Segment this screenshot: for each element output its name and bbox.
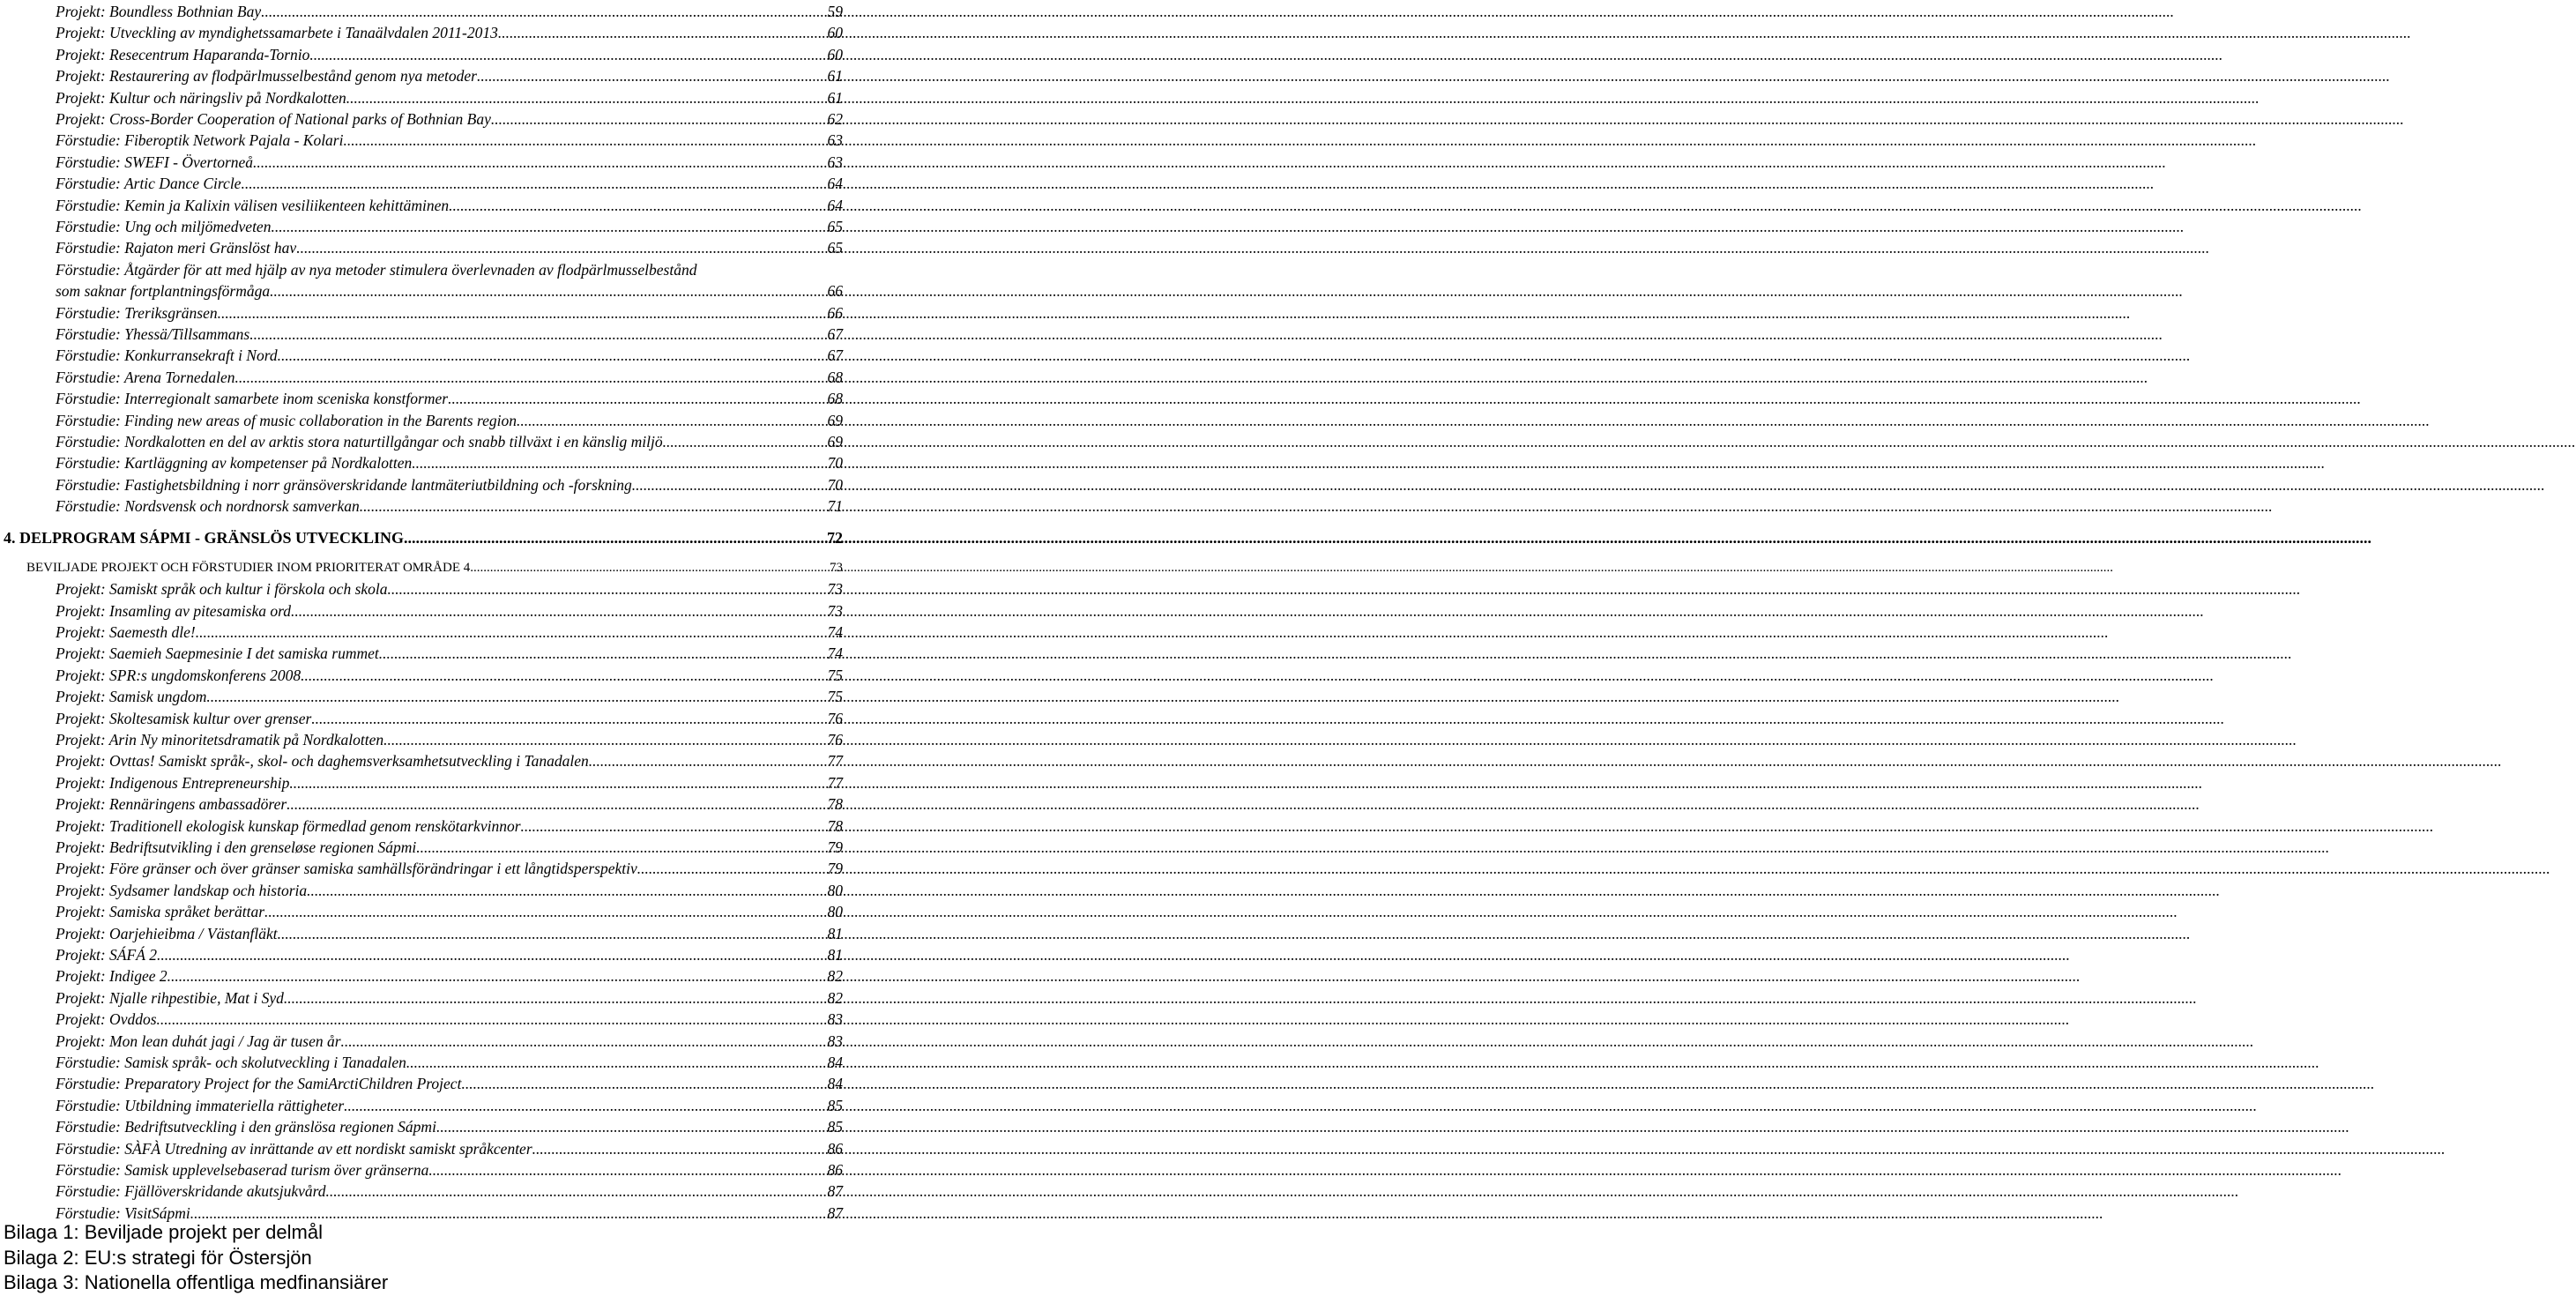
toc-entry-title: Projekt: Skoltesamisk kultur over grenser [56, 710, 312, 727]
toc-entry-title: Förstudie: Konkurransekraft i Nord [56, 346, 278, 364]
dot-leader [307, 880, 825, 901]
toc-entry-title: Projekt: Saemieh Saepmesinie I det samiska rummet [56, 644, 379, 662]
toc-page-number: 70 [827, 476, 843, 494]
toc-page-number: 75 [827, 667, 843, 684]
toc-entry-40[interactable] [56, 965, 843, 987]
toc-page-number: 68 [827, 390, 843, 407]
dot-leader [235, 367, 826, 388]
toc-entry-6[interactable] [56, 130, 843, 151]
toc-entry-title: Förstudie: Fjällöverskridande akutsjukvård [56, 1182, 326, 1200]
toc-page-number: 86 [827, 1140, 843, 1158]
toc-page-number: 77 [827, 752, 843, 770]
toc-entry-42[interactable] [56, 1009, 843, 1030]
toc-entry-50[interactable] [56, 1181, 843, 1202]
toc-page-number: 82 [827, 967, 843, 985]
toc-page-number: 69 [827, 412, 843, 429]
toc-entry-7[interactable] [56, 152, 843, 173]
toc-entry-title: Projekt: Saemesth dle! [56, 623, 196, 641]
toc-page-number: 87 [827, 1182, 843, 1200]
toc-entry-title: Projekt: Rennäringens ambassadörer [56, 795, 287, 813]
toc-page-number: 65 [827, 218, 843, 235]
dot-leader [157, 1009, 826, 1030]
toc-entry-33[interactable] [56, 816, 843, 837]
dot-leader [196, 622, 826, 643]
toc-entry-30[interactable] [56, 750, 843, 771]
toc-page-number: 61 [827, 67, 843, 85]
toc-entry-36[interactable] [56, 880, 843, 901]
toc-entry-8[interactable] [56, 173, 843, 194]
toc-page-number: 67 [827, 346, 843, 364]
toc-entry-title: Projekt: SPR:s ungdomskonferens 2008 [56, 667, 302, 684]
toc-entry-title: Förstudie: Rajaton meri Gränslöst hav [56, 239, 297, 257]
dot-leader [253, 152, 825, 173]
toc-entry-title: Förstudie: Utbildning immateriella rättigheter [56, 1097, 345, 1114]
toc-entry-title: Förstudie: Fastighetsbildning i norr gränsöverskridande lantmäteriutbildning och -forskning [56, 476, 632, 494]
dot-leader [271, 216, 825, 237]
toc-entry-wrapped[interactable] [56, 259, 843, 280]
toc-entry-title: Förstudie: Treriksgränsen [56, 304, 218, 322]
dot-leader [498, 22, 826, 43]
toc-page-number: 70 [827, 454, 843, 472]
toc-page-number: 84 [827, 1054, 843, 1071]
dot-leader [309, 44, 825, 65]
toc-entry-title: Förstudie: Artic Dance Circle [56, 175, 242, 192]
toc-page-number: 69 [827, 433, 843, 451]
toc-subsection-4[interactable] [26, 557, 843, 578]
toc-entry-15[interactable] [56, 367, 843, 388]
toc-entry-31[interactable] [56, 772, 843, 793]
toc-entry-title: Förstudie: Yhessä/Tillsammans [56, 325, 250, 343]
toc-entry-title: Förstudie: Arena Tornedalen [56, 369, 235, 386]
dot-leader [241, 173, 825, 194]
toc-entry-title: Projekt: Indigee 2 [56, 967, 168, 985]
toc-page-number: 71 [827, 497, 843, 515]
toc-entry-22[interactable] [56, 578, 843, 600]
toc-page-number: 63 [827, 153, 843, 171]
toc-entry-title: Förstudie: VisitSápmi [56, 1204, 190, 1222]
dot-leader [326, 1181, 826, 1202]
toc-page-number: 68 [827, 369, 843, 386]
toc-entry-3[interactable] [56, 65, 843, 86]
toc-page-number: 79 [827, 860, 843, 877]
dot-leader [206, 686, 825, 707]
toc-entry-title: Projekt: Insamling av pitesamiska ord [56, 602, 291, 620]
toc-entry-45[interactable] [56, 1073, 843, 1094]
dot-leader [532, 1138, 826, 1159]
toc-page-number: 62 [827, 110, 843, 128]
dot-leader [168, 965, 826, 987]
dot-leader [632, 474, 826, 495]
toc-entry-title: Projekt: Samisk ungdom [56, 688, 207, 705]
dot-leader [157, 944, 825, 965]
dot-leader [428, 1159, 825, 1181]
toc-page-number: 61 [827, 89, 843, 107]
dot-leader [388, 578, 826, 600]
toc-entry-16[interactable] [56, 388, 843, 409]
toc-page-number: 67 [827, 325, 843, 343]
toc-entry-title: Projekt: Restaurering av flodpärlmusselbestånd genom nya metoder [56, 67, 477, 85]
toc-entry-wrapped-cont[interactable] [56, 280, 843, 302]
toc-entry-14[interactable] [56, 345, 843, 366]
toc-page-number: 66 [827, 282, 843, 300]
toc-entry-title: Förstudie: SWEFI - Övertorneå [56, 153, 254, 171]
toc-entry-title: Förstudie: Preparatory Project for the SamiArctiChildren Project [56, 1075, 462, 1092]
toc-entry-title: Förstudie: Samisk språk- och skolutveckling i Tanadalen [56, 1054, 406, 1071]
dot-leader [406, 1052, 826, 1073]
toc-page-number: 87 [827, 1204, 843, 1222]
dot-leader [343, 130, 825, 151]
dot-leader [449, 195, 825, 216]
toc-entry-title: Förstudie: Nordkalotten en del av arktis stora naturtillgångar och snabb tillväxt i en känslig miljö [56, 433, 663, 451]
dot-leader [346, 87, 826, 108]
toc-entry-title: Projekt: Resecentrum Haparanda-Tornio [56, 46, 310, 63]
dot-leader [436, 1116, 826, 1137]
toc-page-number: 64 [827, 197, 843, 214]
toc-entry-title: Förstudie: Nordsvensk och nordnorsk samverkan [56, 497, 360, 515]
toc-entry-title: Förstudie: Samisk upplevelsebaserad turism över gränserna [56, 1161, 429, 1179]
dot-leader [473, 557, 828, 578]
dot-leader [477, 65, 826, 86]
toc-entry-41[interactable] [56, 987, 843, 1009]
toc-entry-title: Förstudie: Finding new areas of music collaboration in the Barents region [56, 412, 517, 429]
toc-entry-27[interactable] [56, 686, 843, 707]
dot-leader [379, 643, 826, 664]
dot-leader [284, 987, 826, 1009]
toc-entry-21[interactable] [56, 495, 843, 517]
toc-entry-title: Projekt: Kultur och näringsliv på Nordkalotten [56, 89, 346, 107]
toc-entry-10[interactable] [56, 216, 843, 237]
toc-entry-25[interactable] [56, 643, 843, 664]
toc-page-number: 84 [827, 1075, 843, 1092]
toc-page-number: 80 [827, 903, 843, 920]
toc-entry-title: Förstudie: Bedriftsutveckling i den gränslösa regionen Sápmi [56, 1118, 436, 1136]
dot-leader [344, 1095, 825, 1116]
toc-page-number: 82 [827, 989, 843, 1007]
toc-entry-title: Förstudie: Ung och miljömedveten [56, 218, 272, 235]
appendix-2[interactable]: Bilaga 2: EU:s strategi för Östersjön [4, 1246, 312, 1269]
toc-entry-11[interactable] [56, 237, 843, 258]
toc-entry-28[interactable] [56, 708, 843, 729]
toc-entry-title: Projekt: Mon lean duhát jagi / Jag är tusen år [56, 1032, 341, 1050]
dot-leader [278, 345, 826, 366]
toc-page-number: 66 [827, 304, 843, 322]
toc-entry-title: Projekt: Njalle rihpestibie, Mat i Syd [56, 989, 284, 1007]
toc-entry-37[interactable] [56, 901, 843, 922]
dot-leader [287, 793, 825, 815]
toc-page-number: 83 [827, 1010, 843, 1028]
toc-entry-title: Projekt: Traditionell ekologisk kunskap förmedlad genom renskötarkvinnor [56, 817, 521, 835]
toc-entry-title: Projekt: Indigenous Entrepreneurship [56, 774, 290, 792]
toc-entry-4[interactable] [56, 87, 843, 108]
toc-page-number: 60 [827, 46, 843, 63]
toc-entry-19[interactable] [56, 452, 843, 473]
toc-entry-38[interactable] [56, 923, 843, 944]
dot-leader [301, 665, 825, 686]
toc-entry-47[interactable] [56, 1116, 843, 1137]
toc-entry-title: Projekt: Ovttas! Samiskt språk-, skol- och daghemsverksamhetsutveckling i Tanadalen [56, 752, 589, 770]
toc-page-number: 73 [830, 561, 843, 575]
toc-entry-title: Förstudie: Kemin ja Kalixin välisen vesiliikenteen kehittäminen [56, 197, 450, 214]
dot-leader [589, 750, 826, 771]
toc-entry-title: Projekt: Cross-Border Cooperation of National parks of Bothnian Bay [56, 110, 491, 128]
toc-page-number: 72 [827, 529, 843, 547]
toc-entry-title: Projekt: Före gränser och över gränser samiska samhällsförändringar i ett långtidsperspektiv [56, 860, 637, 877]
toc-page-number: 64 [827, 175, 843, 192]
toc-entry-title: Projekt: Arin Ny minoritetsdramatik på Nordkalotten [56, 731, 384, 749]
toc-entry-title: som saknar fortplantningsförmåga [56, 282, 271, 300]
toc-entry-18[interactable] [56, 431, 843, 452]
toc-entry-17[interactable] [56, 410, 843, 431]
toc-page-number: 80 [827, 882, 843, 899]
toc-entry-title: Projekt: Samiskt språk och kultur i förskola och skola [56, 580, 388, 598]
toc-entry-2[interactable] [56, 44, 843, 65]
toc-page [0, 0, 846, 1296]
toc-entry-24[interactable] [56, 622, 843, 643]
dot-leader [461, 1073, 825, 1094]
toc-entry-12[interactable] [56, 302, 843, 324]
toc-page-number: 78 [827, 795, 843, 813]
appendix-1[interactable]: Bilaga 1: Beviljade projekt per delmål [4, 1221, 323, 1243]
toc-entry-title: Projekt: Oarjehieibma / Västanfläkt [56, 925, 278, 942]
dot-leader [249, 324, 825, 345]
dot-leader [278, 923, 826, 944]
dot-leader [264, 901, 825, 922]
toc-entry-13[interactable] [56, 324, 843, 345]
dot-leader [261, 1, 825, 22]
toc-entry-29[interactable] [56, 729, 843, 750]
toc-entry-title: Projekt: Bedriftsutvikling i den grenseløse regionen Sápmi [56, 838, 417, 856]
dot-leader [491, 108, 826, 130]
toc-entry-35[interactable] [56, 858, 843, 879]
dot-leader [637, 858, 826, 879]
toc-entry-23[interactable] [56, 600, 843, 622]
toc-entry-title: Projekt: Utveckling av myndighetssamarbete i Tanaälvdalen 2011-2013 [56, 24, 498, 41]
toc-page-number: 74 [827, 623, 843, 641]
dot-leader [341, 1031, 826, 1052]
dot-leader [404, 527, 825, 548]
dot-leader [448, 388, 825, 409]
toc-page-number: 81 [827, 925, 843, 942]
dot-leader [416, 837, 825, 858]
toc-page-number: 78 [827, 817, 843, 835]
toc-page-number: 73 [827, 580, 843, 598]
toc-entry-title: Förstudie: SÀFÀ Utredning av inrättande av ett nordiskt samiskt språkcenter [56, 1140, 532, 1158]
toc-page-number: 77 [827, 774, 843, 792]
appendix-3[interactable]: Bilaga 3: Nationella offentliga medfinansiärer [4, 1271, 389, 1293]
toc-entry-title: Projekt: Boundless Bothnian Bay [56, 3, 262, 20]
toc-entry-title: Förstudie: Kartläggning av kompetenser på Nordkalotten [56, 454, 413, 472]
toc-entry-46[interactable] [56, 1095, 843, 1116]
toc-page-number: 65 [827, 239, 843, 257]
dot-leader [311, 708, 825, 729]
toc-entry-32[interactable] [56, 793, 843, 815]
toc-entry-title: Förstudie: Interregionalt samarbete inom sceniska konstformer [56, 390, 449, 407]
dot-leader [517, 410, 825, 431]
dot-leader [360, 495, 826, 517]
toc-page-number: 59 [827, 3, 843, 20]
toc-entry-title: Projekt: Ovddos [56, 1010, 157, 1028]
toc-entry-26[interactable] [56, 665, 843, 686]
toc-entry-9[interactable] [56, 195, 843, 216]
toc-page-number: 76 [827, 731, 843, 749]
toc-entry-44[interactable] [56, 1052, 843, 1073]
dot-leader [296, 237, 825, 258]
dot-leader [663, 431, 826, 452]
toc-page-number: 85 [827, 1118, 843, 1136]
toc-entry-title: Projekt: Samiska språket berättar [56, 903, 265, 920]
toc-entry-title: Projekt: Sydsamer landskap och historia [56, 882, 308, 899]
toc-entry-20[interactable] [56, 474, 843, 495]
toc-entry-title: BEVILJADE PROJEKT OCH FÖRSTUDIER INOM PRIORITERAT OMRÅDE 4. [26, 561, 473, 575]
toc-page-number: 63 [827, 131, 843, 149]
toc-page-number: 74 [827, 644, 843, 662]
toc-entry-48[interactable] [56, 1138, 843, 1159]
dot-leader [521, 816, 826, 837]
toc-page-number: 76 [827, 710, 843, 727]
dot-leader [383, 729, 825, 750]
toc-entry-title: Förstudie: Åtgärder för att med hjälp av nya metoder stimulera överlevnaden av flodpärlmusselbestånd [56, 261, 697, 279]
toc-entry-34[interactable] [56, 837, 843, 858]
toc-entry-title: 4. DELPROGRAM SÁPMI - GRÄNSLÖS UTVECKLING [4, 529, 405, 547]
toc-entry-title: Förstudie: Fiberoptik Network Pajala - Kolari [56, 131, 344, 149]
toc-entry-39[interactable] [56, 944, 843, 965]
dot-leader [270, 280, 825, 302]
dot-leader [289, 772, 825, 793]
toc-page-number: 60 [827, 24, 843, 41]
toc-entry-5[interactable] [56, 108, 843, 130]
dot-leader [218, 302, 826, 324]
toc-entry-1[interactable] [56, 22, 843, 43]
toc-page-number: 83 [827, 1032, 843, 1050]
toc-entry-title: Projekt: SÁFÁ 2 [56, 946, 158, 964]
toc-entry-49[interactable] [56, 1159, 843, 1181]
toc-page-number: 81 [827, 946, 843, 964]
toc-page-number: 79 [827, 838, 843, 856]
toc-section-4[interactable] [4, 527, 843, 548]
toc-page-number: 86 [827, 1161, 843, 1179]
dot-leader [291, 600, 826, 622]
toc-page-number: 85 [827, 1097, 843, 1114]
dot-leader [412, 452, 825, 473]
toc-page-number: 75 [827, 688, 843, 705]
toc-entry-43[interactable] [56, 1031, 843, 1052]
toc-entry-0[interactable] [56, 1, 843, 22]
toc-page-number: 73 [827, 602, 843, 620]
